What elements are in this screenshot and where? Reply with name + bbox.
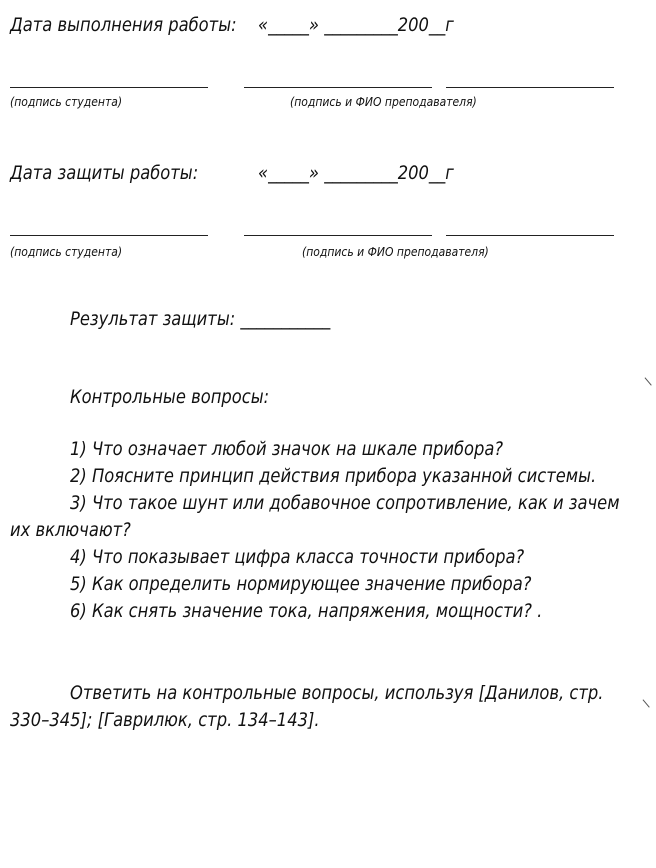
defense-student-caption: (подпись студента) — [10, 245, 123, 259]
question-item-4: 4) Что показывает цифра класса точности прибора? — [70, 546, 525, 568]
question-item-1: 1) Что означает любой значок на шкале прибора? — [70, 438, 504, 460]
question-item-2: 2) Поясните принцип действия прибора указанной системы. — [70, 465, 597, 487]
defense-teacher-caption: (подпись и ФИО преподавателя) — [302, 245, 489, 259]
question-item-3: 3) Что такое шунт или добавочное сопротивление, как и зачем — [70, 492, 620, 514]
defense-teacher-signature-line — [244, 235, 432, 236]
completion-teacher-caption: (подпись и ФИО преподавателя) — [290, 95, 477, 109]
completion-teacher-name-line — [446, 87, 614, 88]
scan-mark — [643, 690, 656, 707]
completion-student-signature-line — [10, 87, 208, 88]
question-item-6: 6) Как снять значение тока, напряжения, мощности? . — [70, 600, 543, 622]
completion-date-label: Дата выполнения работы: — [10, 14, 237, 36]
questions-heading: Контрольные вопросы: — [70, 386, 270, 408]
completion-teacher-signature-line — [244, 87, 432, 88]
scan-mark — [645, 368, 656, 385]
defense-result-label: Результат защиты: ___________ — [70, 308, 331, 330]
question-item-5: 5) Как определить нормирующее значение прибора? — [70, 573, 532, 595]
instruction-line-1: Ответить на контрольные вопросы, используя [Данилов, стр. — [70, 682, 604, 704]
defense-date-label: Дата защиты работы: — [10, 162, 199, 184]
instruction-line-2: 330–345]; [Гаврилюк, стр. 134–143]. — [10, 709, 320, 731]
defense-teacher-name-line — [446, 235, 614, 236]
question-item-3-continued: их включают? — [10, 519, 131, 541]
defense-date-field: «_____» _________200__г — [258, 162, 454, 184]
completion-student-caption: (подпись студента) — [10, 95, 123, 109]
defense-student-signature-line — [10, 235, 208, 236]
completion-date-field: «_____» _________200__г — [258, 14, 454, 36]
